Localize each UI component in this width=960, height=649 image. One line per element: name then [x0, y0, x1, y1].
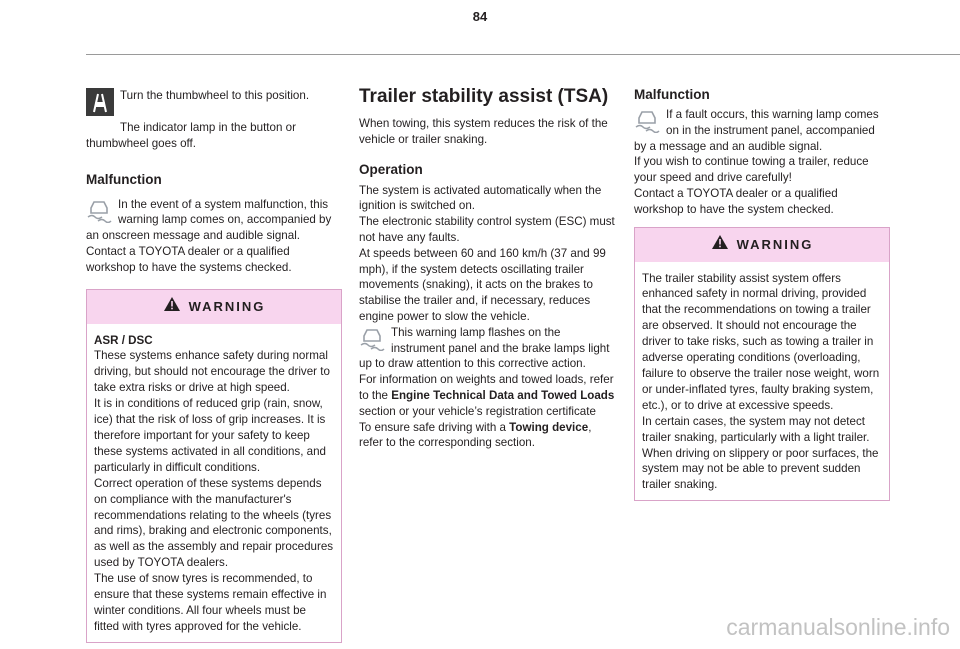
thumbwheel-row [86, 86, 342, 116]
malfunction-text: In the event of a system malfunction, this warning lamp comes on, accompanied by an onscreen message and audible signal. [86, 197, 332, 243]
column-right [634, 86, 890, 501]
warning-box-tsa [634, 227, 890, 502]
warning-paragraph: When driving on slippery or poor surfaces, the system may not be able to prevent sudden trailer snaking. [642, 446, 879, 492]
warning-paragraph: The trailer stability assist system offers enhanced safety in normal driving, provided that the recommendations on towing a trailer are observed. It should not encourage the driver to take risks, such as towing a trailer in adverse operating conditions (overloading, failure to observe the trailer nose weight, worn or under-inflated tyres, faulty braking system, etc.), or to drive at excessive speeds. [642, 271, 880, 412]
malfunction-text: Contact a TOYOTA dealer or a qualified workshop to have the system checked. [634, 186, 838, 216]
operation-heading: Operation [359, 161, 423, 177]
malfunction-text: If a fault occurs, this warning lamp comes on in the instrument panel, accompanied by a message and an audible signal. [634, 108, 879, 153]
tsa-lamp-row [359, 325, 615, 372]
operation-text: The electronic stability control system (ESC) must not have any faults. [359, 215, 615, 244]
indicator-text: The indicator lamp in the button or thumbwheel goes off. [86, 121, 296, 150]
watermark: carmanualsonline.info [726, 614, 950, 640]
column-left [86, 86, 342, 643]
warning-subtitle: ASR / DSC [94, 333, 153, 347]
warning-title: WARNING [188, 299, 266, 315]
warning-paragraph: The use of snow tyres is recommended, to ensure that these systems remain effective in winter conditions. All four wheels must be fitted with tyres approved for the vehicle. [94, 572, 327, 633]
weights-text-c: section or your vehicle’s registration certificate [359, 404, 596, 418]
warning-header [635, 228, 889, 262]
warning-title: WARNING [736, 237, 814, 253]
malfunction-heading: Malfunction [634, 87, 710, 102]
malfunction-row [86, 197, 342, 276]
towing-text-a: To ensure safe driving with a [359, 420, 510, 434]
towing-device-text: Towing device [509, 420, 589, 434]
warning-paragraph: In certain cases, the system may not detect trailer snaking, particularly with a light trailer. [642, 414, 870, 444]
column-middle [359, 86, 615, 451]
thumbwheel-text: Turn the thumbwheel to this position. [120, 89, 310, 102]
towing-text-c: , refer to the corresponding section. [359, 420, 592, 450]
operation-text: The system is activated automatically when the ignition is switched on. [359, 183, 602, 213]
lane-icon [86, 88, 114, 121]
skid-warning-icon [359, 327, 385, 356]
malfunction-heading: Malfunction [86, 171, 162, 187]
warning-triangle-icon [711, 234, 729, 255]
header-rule [86, 54, 960, 55]
skid-warning-icon [634, 109, 660, 138]
malfunction-text: If you wish to continue towing a trailer, reduce your speed and drive carefully! [634, 155, 869, 185]
intro-text: When towing, this system reduces the risk of the vehicle or trailer snaking. [359, 117, 608, 146]
warning-header [87, 290, 341, 324]
operation-text: At speeds between 60 and 160 km/h (37 and 99 mph), if the system detects oscillating trailer movements (snaking), it acts on the brakes to stabilise the trailer and, if necessary, reduces engine power to slow the vehicle. [359, 246, 606, 323]
weights-text-a: For information on weights and towed loads, refer to the [359, 373, 614, 402]
operation-text: This warning lamp flashes on the instrument panel and the brake lamps light up to draw attention to this corrective action. [359, 325, 610, 371]
warning-paragraph: It is in conditions of reduced grip (rain, snow, ice) that the risk of loss of grip increases. It is therefore important for your safety to keep these systems activated in all conditions, and particularly in difficult conditions. [94, 397, 326, 474]
towing-text [359, 420, 615, 452]
warning-paragraph: Correct operation of these systems depends on compliance with the manufacturer's recommendations relating to the wheels (tyres and rims), braking and electronic components, as well as the assembly and repair procedures used by TOYOTA dealers. [94, 476, 334, 570]
warning-triangle-icon [163, 296, 181, 317]
warning-box-asr [86, 289, 342, 643]
page-number: 84 [472, 9, 488, 24]
weights-link-text: Engine Technical Data and Towed Loads [391, 388, 615, 402]
warning-paragraph: These systems enhance safety during normal driving, but should not encourage the driver to take extra risks or drive at high speed. [94, 349, 330, 395]
malfunction-row [634, 107, 890, 154]
skid-warning-icon [86, 199, 112, 228]
malfunction-text-2: Contact a TOYOTA dealer or a qualified workshop to have the systems checked. [86, 244, 292, 274]
weights-text [359, 372, 615, 419]
section-title: Trailer stability assist (TSA) [359, 86, 609, 107]
